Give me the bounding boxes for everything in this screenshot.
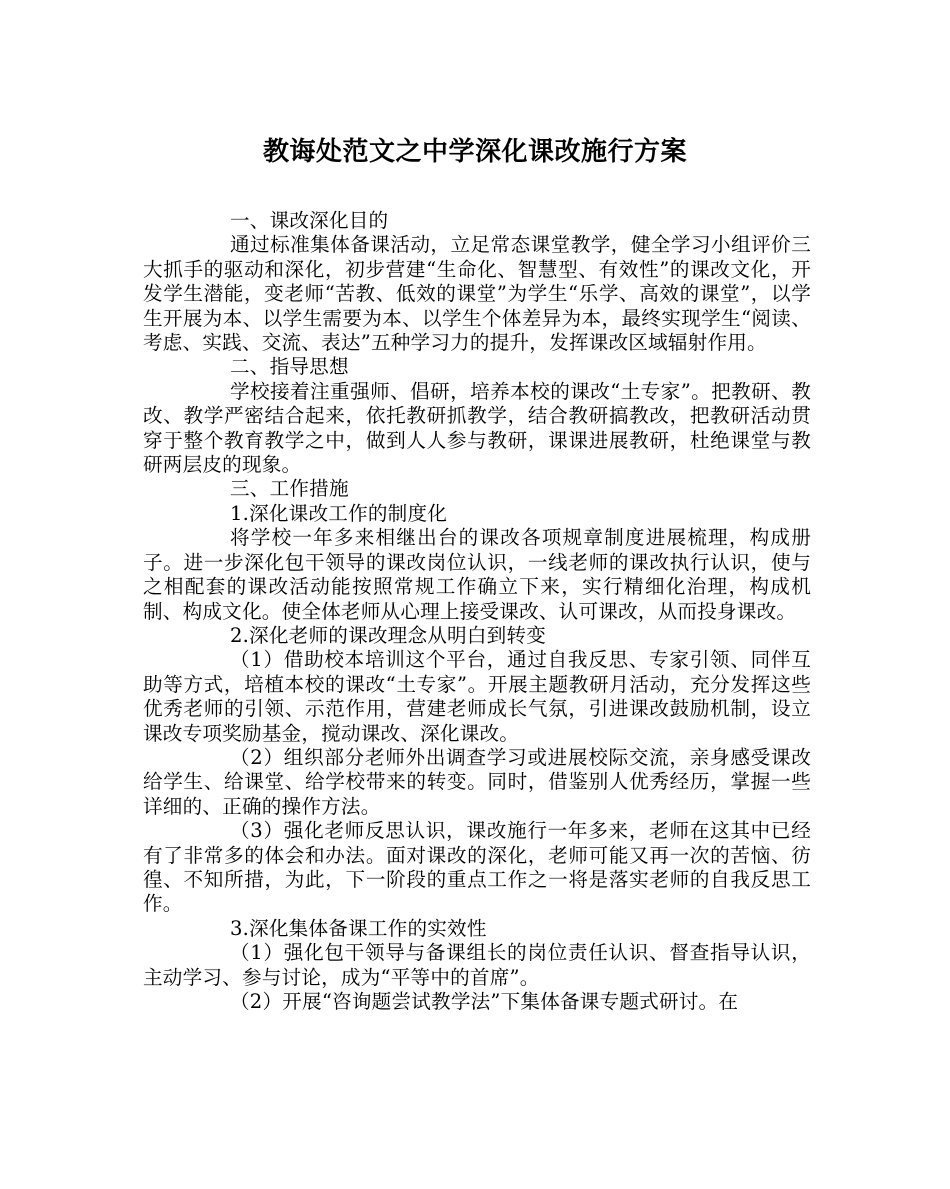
- document-title: 教诲处范文之中学深化课改施行方案: [262, 137, 687, 167]
- body-paragraph: （1）强化包干领导与备课组长的岗位责任认识、督查指导认识，主动学习、参与讨论，成为“平等中的首席”。: [143, 941, 811, 989]
- section-heading: 3.深化集体备课工作的实效性: [230, 916, 487, 940]
- body-paragraph: （2）组织部分老师外出调查学习或进展校际交流，亲身感受课改给学生、给课堂、给学校带来的转变。同时，借鉴别人优秀经历，掌握一些详细的、正确的操作方法。: [143, 745, 811, 818]
- document-body: [143, 209, 811, 1014]
- section-heading: 2.深化老师的课改理念从明白到转变: [230, 623, 547, 647]
- section-heading: 三、工作措施: [230, 477, 349, 501]
- section-heading: 一、课改深化目的: [230, 209, 389, 232]
- section-heading: 二、指导思想: [230, 355, 349, 379]
- body-paragraph: 通过标准集体备课活动，立足常态课堂教学，健全学习小组评价三大抓手的驱动和深化，初步营建“生命化、智慧型、有效性”的课改文化，开发学生潜能，变老师“苦教、低效的课堂”为学生“乐学、高效的课堂”，以学生开展为本、以学生需要为本、以学生个体差异为本，最终实现学生“阅读、考虑、实践、交流、表达”五种学习力的提升，发挥课改区域辐射作用。: [143, 233, 811, 355]
- body-paragraph: 学校接着注重强师、倡研，培养本校的课改“土专家”。把教研、教改、教学严密结合起来，依托教研抓教学，结合教研搞教改，把教研活动贯穿于整个教育教学之中，做到人人参与教研，课课进展教研，杜绝课堂与教研两层皮的现象。: [143, 379, 811, 477]
- body-paragraph: （1）借助校本培训这个平台，通过自我反思、专家引领、同伴互助等方式，培植本校的课改“土专家”。开展主题教研月活动，充分发挥这些优秀老师的引领、示范作用，营建老师成长气氛，引进课改鼓励机制，设立课改专项奖励基金，搅动课改、深化课改。: [143, 648, 811, 745]
- body-paragraph: 将学校一年多来相继出台的课改各项规章制度进展梳理，构成册子。进一步深化包干领导的课改岗位认识，一线老师的课改执行认识，使与之相配套的课改活动能按照常规工作确立下来，实行精细化治理，构成机制、构成文化。使全体老师从心理上接受课改、认可课改，从而投身课改。: [143, 526, 811, 623]
- section-heading: 1.深化课改工作的制度化: [230, 501, 448, 525]
- body-paragraph: （3）强化老师反思认识，课改施行一年多来，老师在这其中已经有了非常多的体会和办法。面对课改的深化，老师可能又再一次的苦恼、彷徨、不知所措，为此，下一阶段的重点工作之一将是落实老师的自我反思工作。: [143, 819, 811, 916]
- body-paragraph: （2）开展“咨询题尝试教学法”下集体备课专题式研讨。在: [230, 990, 739, 1013]
